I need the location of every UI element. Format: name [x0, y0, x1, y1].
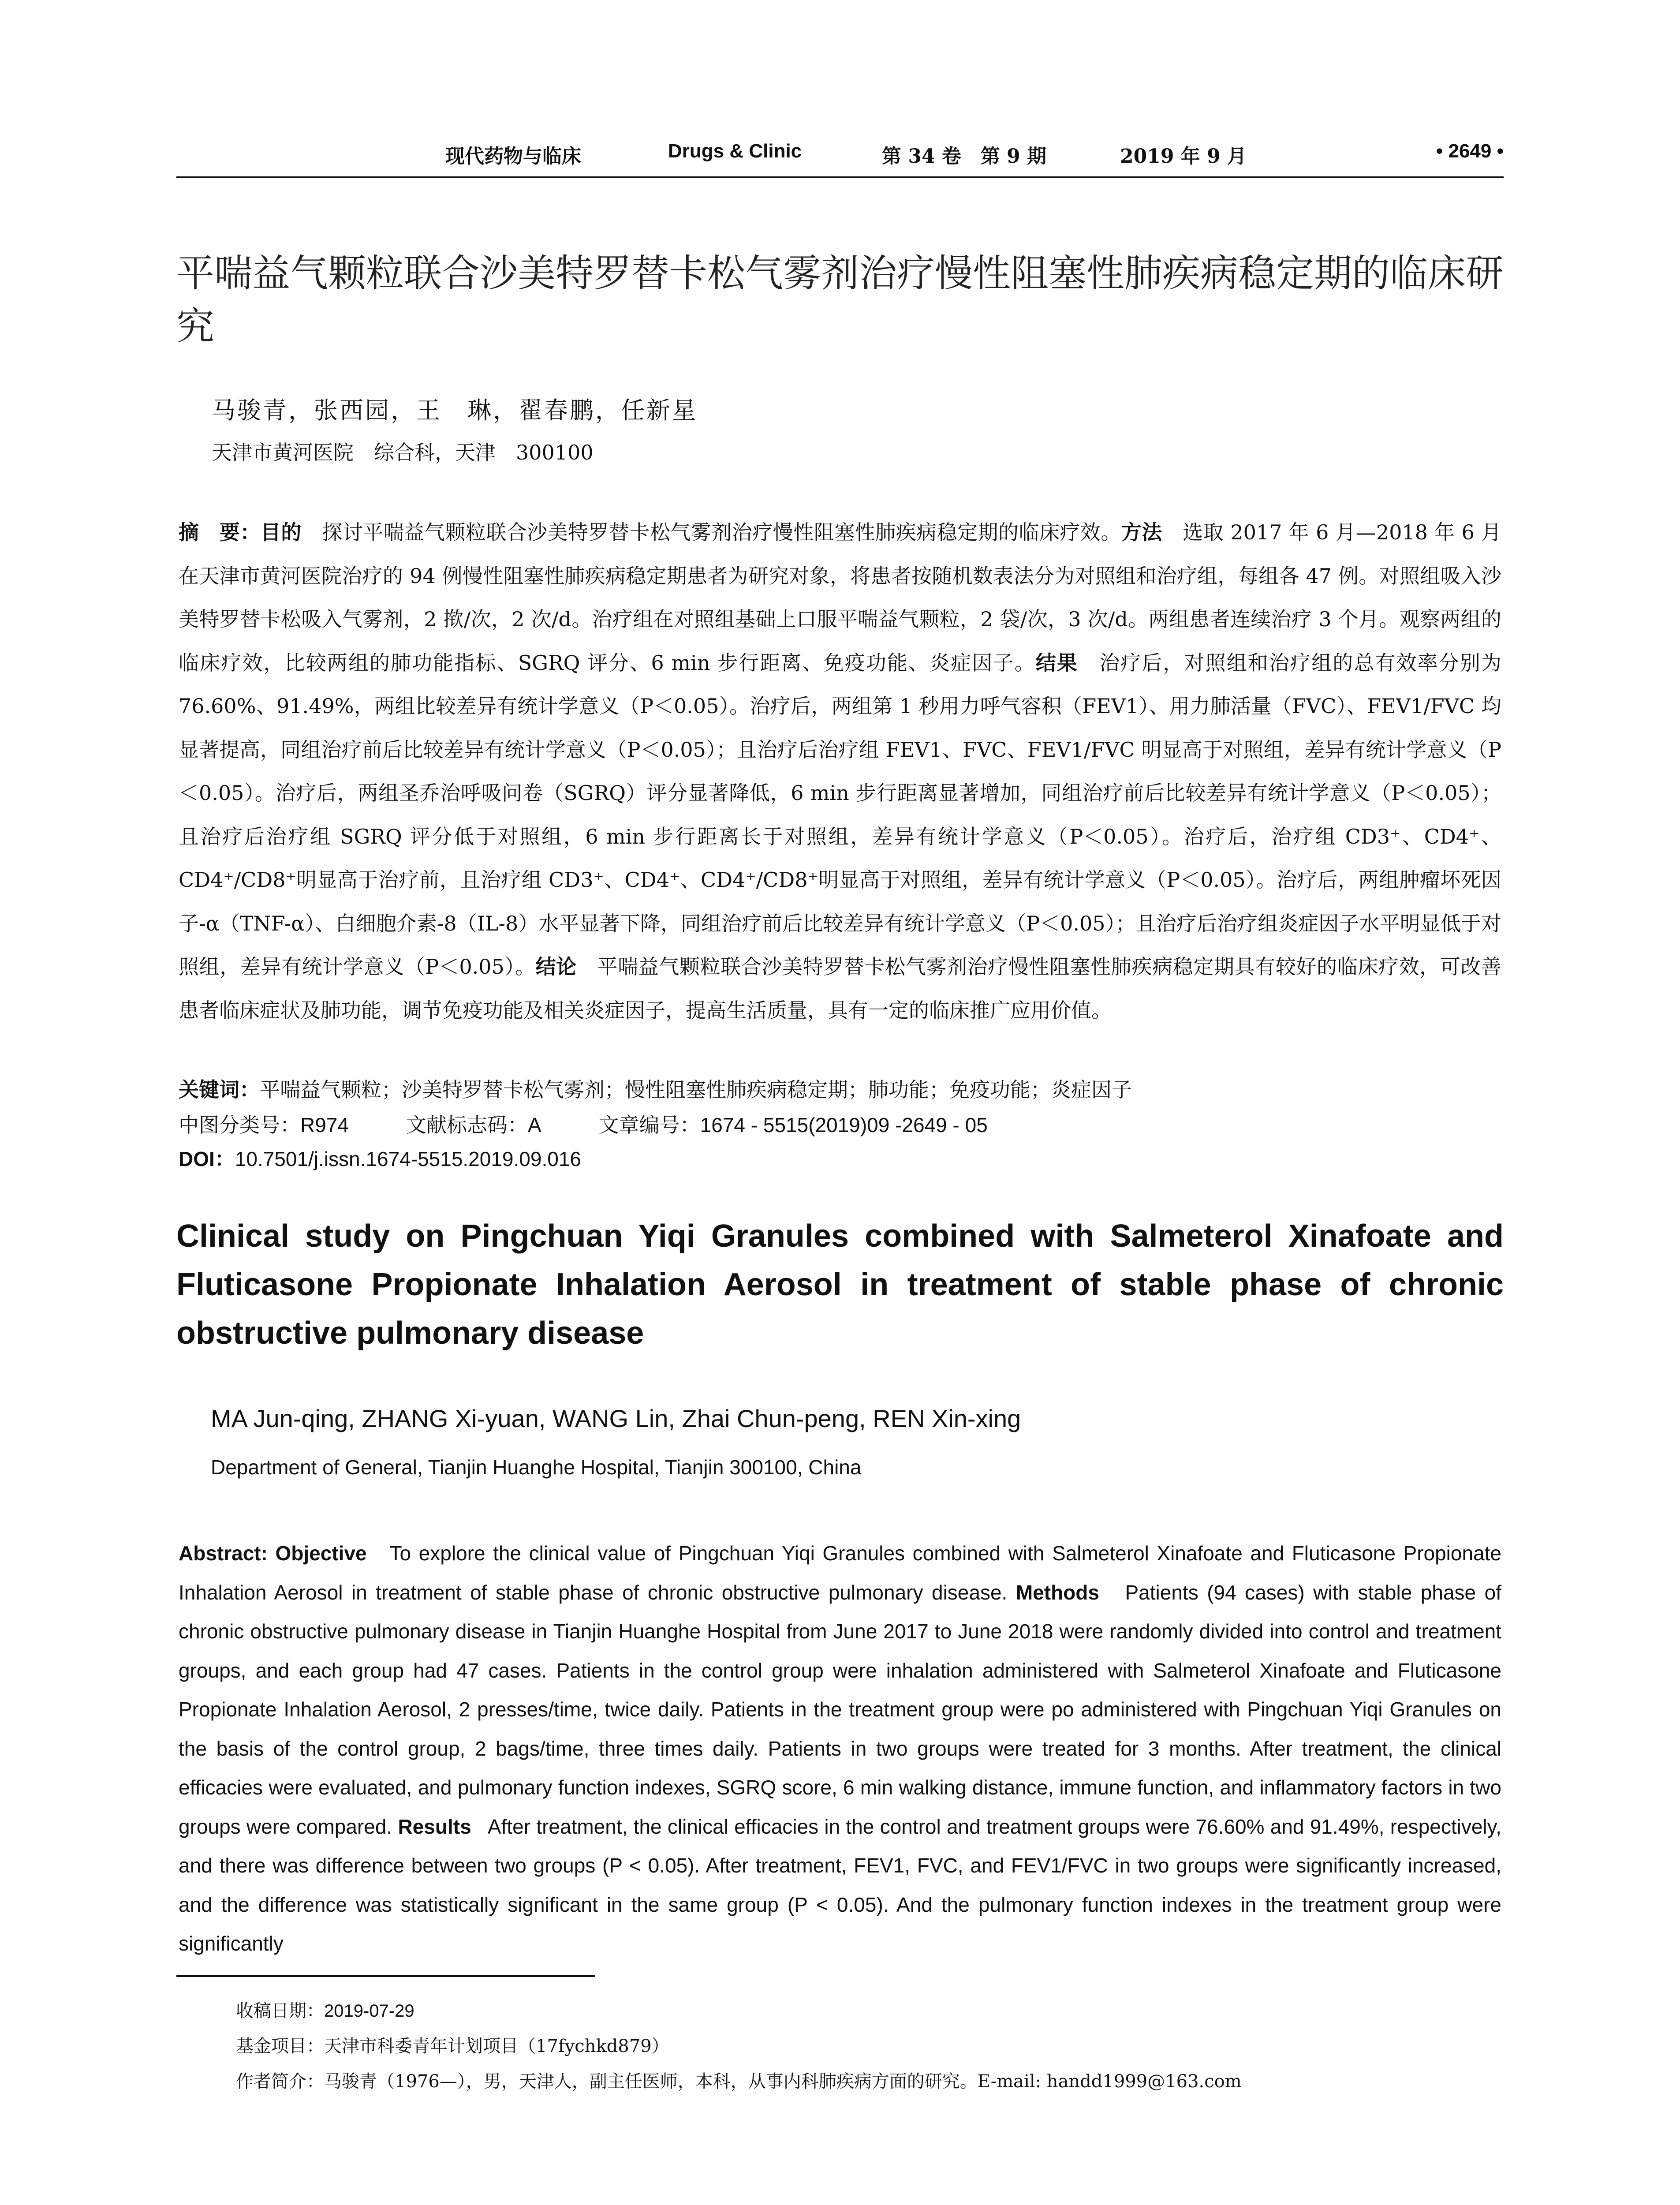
fund-value: 天津市科委青年计划项目（17fychkd879） [324, 2036, 669, 2056]
title-en: Clinical study on Pingchuan Yiqi Granules combined with Salmeterol Xinafoate and Fluticasone Propionate Inhalation Aerosol in treatment of stable phase of chronic obstructive pulmonary disease [176, 1218, 1504, 1351]
footnote-rule [176, 1975, 595, 1977]
clc-value: R974 [300, 1114, 349, 1136]
doi-line [179, 1143, 581, 1172]
methods-label-cn: 方法 [1121, 521, 1162, 544]
classification-line [179, 1109, 988, 1138]
received-value: 2019-07-29 [324, 2001, 414, 2021]
clc-label: 中图分类号： [179, 1114, 300, 1136]
results-label-en: Results [398, 1815, 471, 1838]
journal-name-cn: 现代药物与临床 [445, 145, 581, 168]
author-value: 马骏青（1976—），男，天津人，副主任医师，本科，从事内科肺疾病方面的研究。E-mail: handd1999@163.com [324, 2071, 1242, 2092]
footnote-received [236, 1997, 414, 2022]
objective-text-cn: 探讨平喘益气颗粒联合沙美特罗替卡松气雾剂治疗慢性阻塞性肺疾病稳定期的临床疗效。 [322, 520, 1121, 544]
footnote-author [236, 2067, 1242, 2093]
keywords-text-cn: 平喘益气颗粒；沙美特罗替卡松气雾剂；慢性阻塞性肺疾病稳定期；肺功能；免疫功能；炎症因子 [260, 1078, 1132, 1102]
authors-en: MA Jun-qing, ZHANG Xi-yuan, WANG Lin, Zhai Chun-peng, REN Xin-xing [211, 1405, 1021, 1432]
running-header [176, 140, 1504, 171]
results-text-cn: 治疗后，对照组和治疗组的总有效率分别为 76.60%、91.49%，两组比较差异有统计学意义（P＜0.05）。治疗后，两组第 1 秒用力呼气容积（FEV1）、用力肺活量（FVC）、FEV1/FVC 均显著提高，同组治疗前后比较差异有统计学意义（P＜0.05）；且治疗后治疗组 FEV1、FVC、FEV1/FVC 明显高于对照组，差异有统计学意义（P＜0.05）。治疗后，两组圣乔治呼吸问卷（SGRQ）评分显著降低，6 min 步行距离显著增加，同组治疗前后比较差异有统计学意义（P＜0.05）；且治疗后治疗组 SGRQ 评分低于对照组，6 min 步行距离长于对照组，差异有统计学意义（P＜0.05）。治疗后，治疗组 CD3⁺、CD4⁺、CD4⁺/CD8⁺明显高于治疗前，且治疗组 CD3⁺、CD4⁺、CD4⁺/CD8⁺明显高于对照组，差异有统计学意义（P＜0.05）。治疗后，两组肿瘤坏死因子-α（TNF-α）、白细胞介素-8（IL-8）水平显著下降，同组治疗前后比较差异有统计学意义（P＜0.05）；且治疗后治疗组炎症因子水平明显低于对照组，差异有统计学意义（P＜0.05）。 [179, 650, 1502, 979]
doi-value: 10.7501/j.issn.1674-5515.2019.09.016 [235, 1147, 581, 1170]
article-no-label: 文章编号： [598, 1114, 700, 1136]
footnote-fund [236, 2032, 669, 2057]
objective-label-en: Objective [275, 1542, 367, 1565]
affiliation-cn: 天津市黄河医院 综合科，天津 300100 [212, 441, 594, 464]
objective-text-en: To explore the clinical value of Pingchuan Yiqi Granules combined with Salmeterol Xinafoate and Fluticasone Propionate Inhalation Aerosol in treatment of stable phase of chronic obstructive pulmonary disease. [179, 1542, 1502, 1604]
issue-date: 2019 年 9 月 [1120, 145, 1247, 168]
abstract-label-en: Abstract: [179, 1542, 268, 1565]
conclusion-label-cn: 结论 [535, 955, 577, 978]
abstract-en [179, 1534, 1501, 1963]
title-cn: 平喘益气颗粒联合沙美特罗替卡松气雾剂治疗慢性阻塞性肺疾病稳定期的临床研究 [176, 252, 1504, 348]
results-label-cn: 结果 [1035, 651, 1078, 674]
abstract-label-cn: 摘 要： [179, 521, 261, 544]
fund-label: 基金项目： [236, 2036, 324, 2056]
methods-text-en: Patients (94 cases) with stable phase of chronic obstructive pulmonary disease in Tianjin Huanghe Hospital from June 2017 to June 2018 were randomly divided into control and treatment groups, and each group had 47 cases. Patients in the control group were inhalation administered with Salmeterol Xinafoate and Fluticasone Propionate Inhalation Aerosol, 2 presses/time, twice daily. Patients in the treatment group were po administered with Pingchuan Yiqi Granules on the basis of the control group, 2 bags/time, three times daily. Patients in two groups were treated for 3 months. After treatment, the clinical efficacies were evaluated, and pulmonary function indexes, SGRQ score, 6 min walking distance, immune function, and inflammatory factors in two groups were compared. [179, 1581, 1502, 1838]
methods-text-cn: 选取 2017 年 6 月—2018 年 6 月在天津市黄河医院治疗的 94 例慢性阻塞性肺疾病稳定期患者为研究对象，将患者按随机数表法分为对照组和治疗组，每组各 47 例。对照组吸入沙美特罗替卡松吸入气雾剂，2 揿/次，2 次/d。治疗组在对照组基础上口服平喘益气颗粒，2 袋/次，3 次/d。两组患者连续治疗 3 个月。观察两组的临床疗效，比较两组的肺功能指标、SGRQ 评分、6 min 步行距离、免疫功能、炎症因子。 [179, 520, 1502, 675]
received-label: 收稿日期： [236, 2001, 324, 2021]
keywords-label-cn: 关键词： [179, 1078, 260, 1101]
abstract-cn [179, 511, 1501, 1032]
page-number: • 2649 • [1436, 140, 1504, 162]
results-text-en: After treatment, the clinical efficacies in the control and treatment groups were 76.60% and 91.49%, respectively, and there was difference between two groups (P < 0.05). After treatment, FEV1, FVC, and FEV1/FVC in two groups were significantly increased, and the difference was statistically significant in the same group (P < 0.05). And the pulmonary function indexes in the treatment group were significantly [179, 1815, 1501, 1955]
affiliation-en: Department of General, Tianjin Huanghe Hospital, Tianjin 300100, China [211, 1456, 862, 1479]
author-label: 作者简介： [236, 2071, 324, 2092]
doi-label: DOI： [179, 1147, 235, 1170]
objective-label-cn: 目的 [260, 521, 302, 544]
journal-name-en: Drugs & Clinic [668, 140, 802, 162]
header-rule [176, 176, 1504, 178]
volume-issue: 第 34 卷 第 9 期 [882, 145, 1047, 168]
doc-code-value: A [527, 1114, 541, 1136]
doc-code-label: 文献标志码： [406, 1114, 528, 1136]
keywords-cn [179, 1074, 1132, 1103]
conclusion-text-cn: 平喘益气颗粒联合沙美特罗替卡松气雾剂治疗慢性阻塞性肺疾病稳定期具有较好的临床疗效，可改善患者临床症状及肺功能，调节免疫功能及相关炎症因子，提高生活质量，具有一定的临床推广应用价值。 [179, 955, 1502, 1022]
methods-label-en: Methods [1015, 1581, 1099, 1604]
authors-cn: 马骏青，张西园，王 琳，翟春鹏，任新星 [212, 396, 698, 424]
article-no-value: 1674 - 5515(2019)09 -2649 - 05 [700, 1114, 988, 1136]
